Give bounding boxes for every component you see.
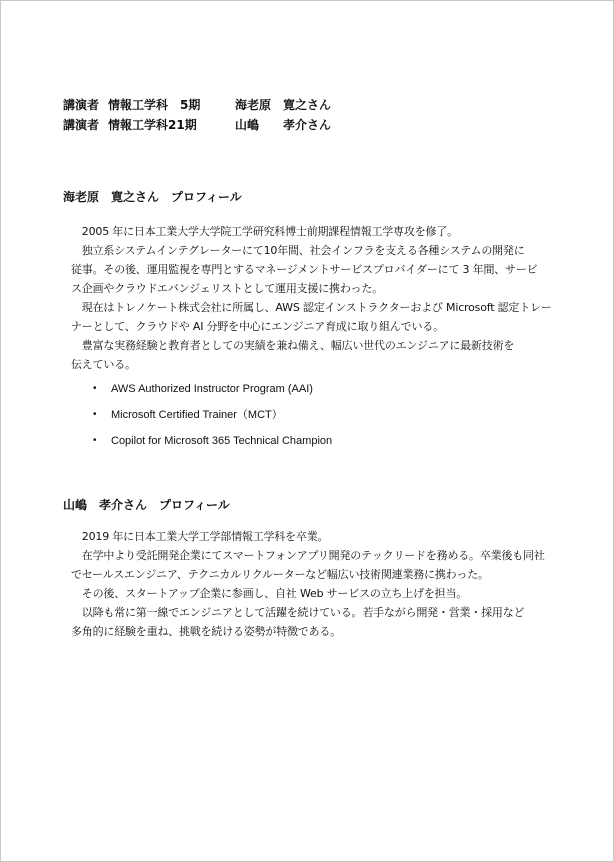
speaker-name: 海老原 寛之さん	[235, 98, 332, 112]
profile-text-line: その後、スタートアップ企業に参画し、自社 Web サービスの立ち上げを担当。	[71, 587, 468, 600]
speaker-name: 山嶋 孝介さん	[235, 118, 332, 132]
certification-list	[93, 382, 332, 460]
profile-text-line: ス企画やクラウドエバンジェリストとして運用支援に携わった。	[71, 282, 383, 295]
profile-text-line: 2005 年に日本工業大学大学院工学研究科博士前期課程情報工学専攻を修了。	[71, 225, 458, 238]
profile-text-line: 多角的に経験を重ね、挑戦を続ける姿勢が特徴である。	[71, 625, 341, 638]
speaker-department: 情報工学科21期	[108, 118, 197, 132]
profile-text-line: ナーとして、クラウドや AI 分野を中心にエンジニア育成に取り組んでいる。	[71, 320, 444, 333]
list-item	[93, 408, 332, 434]
profile-text-line: 2019 年に日本工業大学工学部情報工学科を卒業。	[71, 530, 329, 543]
certification-label: Microsoft Certified Trainer（MCT）	[111, 409, 283, 421]
bullet-icon: •	[93, 409, 97, 420]
speaker-role: 講演者	[63, 118, 100, 132]
profile-text-line: 以降も常に第一線でエンジニアとして活躍を続けている。若手ながら開発・営業・採用など	[71, 606, 525, 619]
speaker-role: 講演者	[63, 98, 100, 112]
profile-text-line: 独立系システムインテグレーターにて10年間、社会インフラを支える各種システムの開発に	[71, 244, 525, 257]
profile-heading: 海老原 寛之さん プロフィール	[63, 190, 242, 204]
profile-text-line: 豊富な実務経験と教育者としての実績を兼ね備え、幅広い世代のエンジニアに最新技術を	[71, 339, 515, 352]
bullet-icon: •	[93, 435, 97, 446]
profile-heading: 山嶋 孝介さん プロフィール	[63, 498, 230, 512]
profile-body	[71, 527, 561, 641]
list-item	[93, 382, 332, 408]
speaker-department: 情報工学科 5期	[108, 98, 201, 112]
certification-label: Copilot for Microsoft 365 Technical Champion	[111, 435, 333, 447]
profile-text-line: 現在はトレノケート株式会社に所属し、AWS 認定インストラクターおよび Microsoft 認定トレー	[71, 301, 552, 314]
profile-text-line: 伝えている。	[71, 358, 136, 371]
profile-text-line: 従事。その後、運用監視を専門とするマネージメントサービスプロバイダーにて 3 年間、サービ	[71, 263, 538, 276]
bullet-icon: •	[93, 383, 97, 394]
profile-text-line: でセールスエンジニア、テクニカルリクルーターなど幅広い技術関連業務に携わった。	[71, 568, 489, 581]
list-item	[93, 434, 332, 460]
certification-label: AWS Authorized Instructor Program (AAI)	[111, 383, 313, 395]
profile-text-line: 在学中より受託開発企業にてスマートフォンアプリ開発のテックリードを務める。卒業後も同社	[71, 549, 545, 562]
profile-body	[71, 222, 561, 374]
